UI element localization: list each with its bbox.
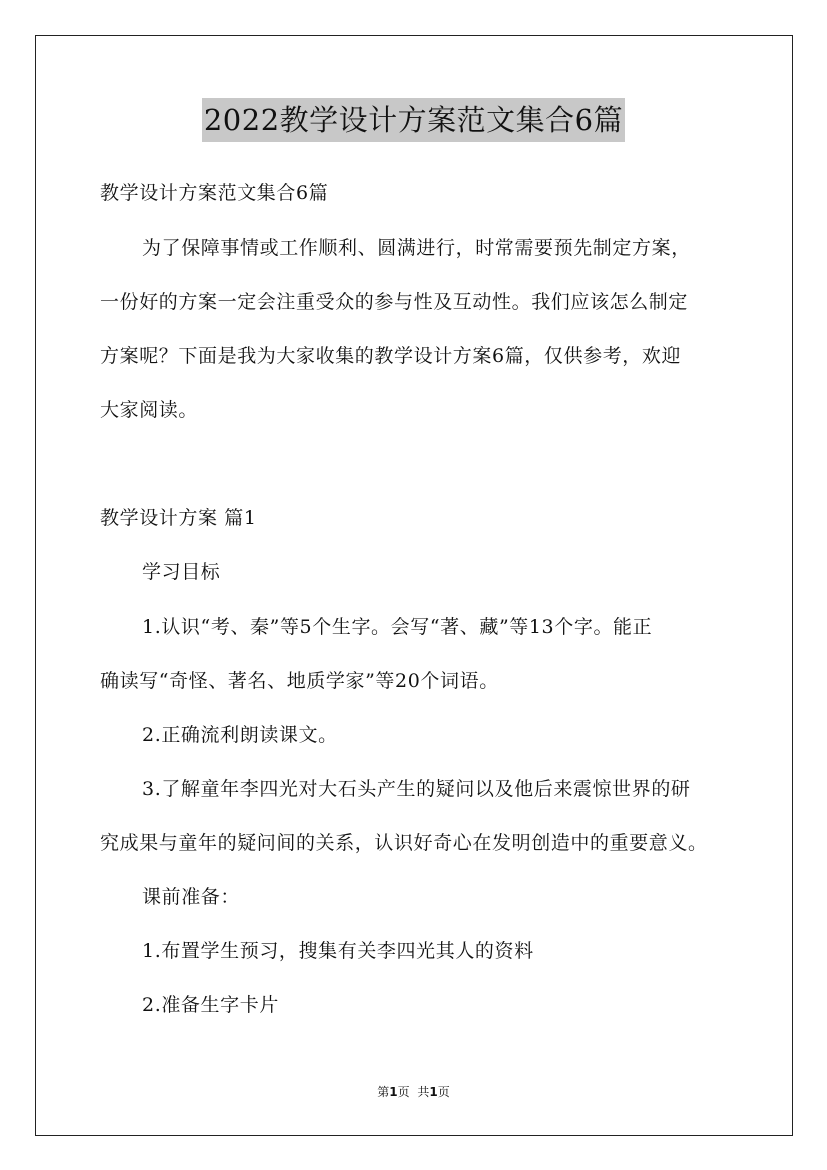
- section-line-7: 2.准备生字卡片: [142, 994, 279, 1016]
- section-line-5: 究成果与童年的疑问间的关系，认识好奇心在发明创造中的重要意义。: [100, 832, 708, 854]
- section-line-2: 确读写“奇怪、著名、地质学家”等20个词语。: [100, 670, 499, 692]
- footer-total-pages: 1: [429, 1085, 438, 1099]
- section-line-preparation: 课前准备：: [142, 886, 241, 908]
- section-line-6: 1.布置学生预习，搜集有关李四光其人的资料: [142, 940, 534, 962]
- intro-line-2: 一份好的方案一定会注重受众的参与性及互动性。我们应该怎么制定: [100, 291, 689, 313]
- footer-page-prefix: 第: [377, 1085, 390, 1099]
- intro-line-1: 为了保障事情或工作顺利、圆满进行，时常需要预先制定方案，: [142, 237, 691, 259]
- footer-total-prefix: 共: [417, 1085, 430, 1099]
- intro-line-4: 大家阅读。: [100, 399, 199, 421]
- section-line-1: 1.认识“考、秦”等5个生字。会写“著、藏”等13个字。能正: [142, 616, 653, 638]
- footer-page-suffix: 页: [397, 1085, 410, 1099]
- intro-line-3: 方案呢？下面是我为大家收集的教学设计方案6篇，仅供参考，欢迎: [100, 345, 682, 367]
- footer-page-number: 1: [389, 1085, 398, 1099]
- section-heading: 教学设计方案 篇1: [100, 507, 257, 529]
- section-line-3: 2.正确流利朗读课文。: [142, 724, 338, 746]
- page-footer: [0, 1083, 827, 1101]
- section-line-4: 3.了解童年李四光对大石头产生的疑问以及他后来震惊世界的研: [142, 778, 691, 800]
- document-subtitle: 教学设计方案范文集合6篇: [100, 182, 329, 204]
- document-title: 2022教学设计方案范文集合6篇: [202, 98, 625, 142]
- title-container: [0, 98, 827, 142]
- footer-total-suffix: 页: [437, 1085, 450, 1099]
- section-line-objectives: 学习目标: [142, 561, 221, 583]
